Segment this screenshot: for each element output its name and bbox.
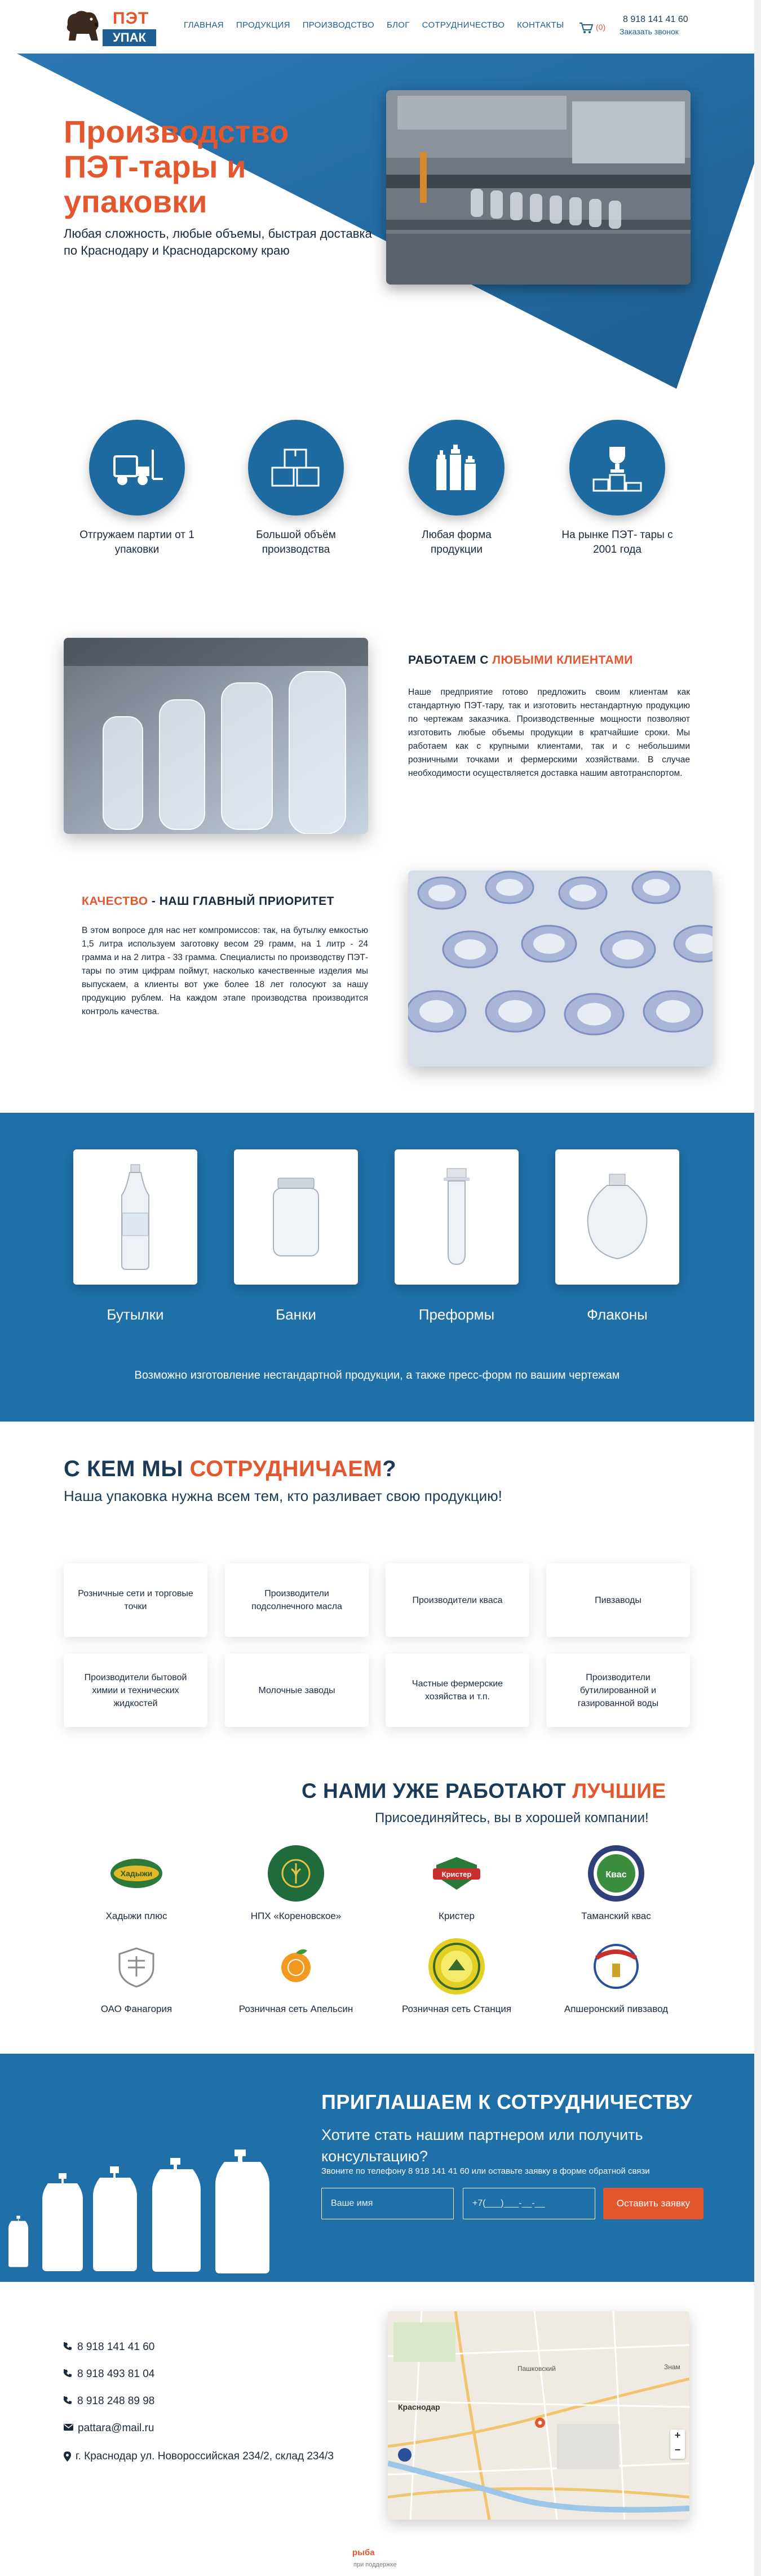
name-input[interactable] (321, 2188, 454, 2219)
partner-type-card: Розничные сети и торговые точки (64, 1564, 207, 1637)
brand-fanagoria (60, 1938, 213, 2015)
map-zoom-controls[interactable] (670, 2430, 685, 2459)
product-preforms[interactable] (395, 1149, 519, 1323)
cta-section (0, 2054, 754, 2282)
cart-icon (579, 21, 594, 34)
contact-phone-2[interactable] (64, 2367, 154, 2382)
brand-hadyzhi (60, 1845, 213, 1922)
quality-title-highlight: КАЧЕСТВО (82, 895, 148, 908)
brand-name: Розничная сеть Апельсин (238, 2004, 353, 2014)
phone-icon (64, 2396, 73, 2405)
brand-logo (428, 1938, 485, 1995)
contact-phone-text: 8 918 248 89 98 (77, 2395, 155, 2407)
menu-item-production[interactable]: ПРОИЗВОДСТВО (302, 20, 374, 30)
partner-type-card: Молочные заводы (225, 1654, 369, 1727)
brands-title-plain: С НАМИ УЖЕ РАБОТАЮТ (302, 1779, 573, 1802)
brand-tamanskiy (540, 1845, 692, 1922)
phone-input[interactable] (463, 2188, 595, 2219)
brand-name: Розничная сеть Станция (401, 2004, 512, 2014)
partners-title (64, 1456, 396, 1482)
bear-logo-icon (63, 8, 101, 44)
clients-title-plain: РАБОТАЕМ С (408, 654, 493, 667)
site-logo[interactable] (63, 6, 156, 50)
cart-count: (0) (596, 23, 606, 32)
feature-volume (234, 420, 358, 557)
bottles-icon (428, 442, 485, 493)
phone-icon (64, 2369, 73, 2378)
bottles-line-photo (64, 638, 368, 834)
trophy-podium-icon (589, 442, 645, 493)
bottles-line-image (64, 638, 368, 834)
menu-item-home[interactable]: ГЛАВНАЯ (184, 20, 224, 30)
map-marker-icon (64, 2451, 71, 2462)
clients-title-highlight: ЛЮБЫМИ КЛИЕНТАМИ (492, 654, 633, 667)
feature-label: Отгружаем партии от 1 упаковки (79, 529, 194, 556)
logo-text-bottom: УПАК (103, 29, 156, 46)
product-card (555, 1149, 679, 1285)
contact-phone-1[interactable] (64, 2340, 154, 2355)
forklift-icon (109, 445, 165, 490)
partners-title-highlight: СОТРУДНИЧАЕМ (189, 1456, 383, 1481)
feature-label: На рынке ПЭТ- тары с 2001 года (561, 529, 673, 556)
partner-type-card: Производители кваса (386, 1564, 529, 1637)
feature-label: Большой объём производства (256, 529, 336, 556)
svg-text:Квас: Квас (605, 1870, 627, 1880)
product-name: Бутылки (107, 1306, 164, 1323)
feature-circle (569, 420, 665, 516)
contact-phone-text: 8 918 493 81 04 (77, 2368, 155, 2380)
footer-badge-top: рыба (352, 2548, 375, 2557)
partners-title-plain: С КЕМ МЫ (64, 1456, 190, 1481)
jar-icon (268, 1175, 324, 1259)
order-call-link[interactable]: Заказать звонок (620, 27, 679, 36)
brand-logo (268, 1938, 324, 1995)
site-header (0, 0, 761, 54)
envelope-icon (64, 2423, 73, 2431)
brand-apsheronsk (540, 1938, 692, 2015)
bottle-icon (116, 1163, 155, 1271)
preform-icon (431, 1166, 482, 1268)
svg-text:Хадыжи: Хадыжи (120, 1869, 153, 1878)
product-name: Банки (276, 1306, 316, 1323)
brands-title (302, 1779, 666, 1803)
partners-title-end: ? (382, 1456, 397, 1481)
brand-name: Хадыжи плюс (105, 1911, 167, 1921)
brands-subtitle: Присоединяйтесь, вы в хорошей компании! (375, 1810, 649, 1826)
partner-type-card: Производители подсолнечного масла (225, 1564, 369, 1637)
feature-since-2001 (555, 420, 679, 557)
menu-item-blog[interactable]: БЛОГ (386, 20, 410, 30)
apsheronsk-logo-icon (591, 1941, 641, 1992)
contact-email-text: pattara@mail.ru (78, 2422, 154, 2434)
zoom-out-icon[interactable]: − (674, 2444, 681, 2455)
contact-email[interactable] (64, 2421, 154, 2436)
contact-address-text: г. Краснодар ул. Новороссийская 234/2, склад 234/3 (76, 2450, 334, 2462)
caps-photo (408, 870, 713, 1067)
hero-subtitle: Любая сложность, любые объемы, быстрая доставка по Краснодару и Краснодарскому краю (64, 226, 372, 257)
products-note: Возможно изготовление нестандартной продукции, а также пресс-форм по вашим чертежам (134, 1369, 620, 1382)
contact-address (64, 2449, 357, 2464)
contact-phone-text: 8 918 141 41 60 (77, 2341, 155, 2353)
product-flasks[interactable] (555, 1149, 679, 1323)
submit-request-button[interactable]: Оставить заявку (603, 2188, 704, 2219)
hero-title: Производство ПЭТ-тары и упаковки (64, 114, 289, 219)
brand-name: Апшеронский пивзавод (564, 2004, 669, 2014)
footer-badge-bottom: при поддержке (353, 2561, 397, 2568)
brand-name: НПХ «Кореновское» (250, 1911, 342, 1921)
products-section (0, 1113, 754, 1422)
brand-logo (588, 1845, 644, 1902)
zoom-in-icon[interactable]: + (674, 2430, 681, 2441)
product-bottles[interactable] (73, 1149, 197, 1323)
brands-title-highlight: ЛУЧШИЕ (572, 1779, 666, 1802)
bottles-silhouette-image (8, 2149, 273, 2276)
product-name: Флаконы (587, 1306, 648, 1323)
partner-type-card: Пивзаводы (546, 1564, 690, 1637)
product-name: Преформы (418, 1306, 495, 1323)
product-card (73, 1149, 197, 1285)
map-image (388, 2311, 689, 2520)
main-menu (184, 20, 564, 30)
cta-note: Звоните по телефону 8 918 141 41 60 или оставьте заявку в форме обратной связи (321, 2166, 650, 2176)
brand-logo (588, 1938, 644, 1995)
brand-logo (268, 1845, 324, 1902)
hero-production-photo (386, 90, 691, 285)
feature-circle (409, 420, 505, 516)
map-znam-label: Знам (664, 2363, 680, 2371)
production-line-image (386, 90, 691, 285)
clients-text: Наше предприятие готово предложить своим клиентам как стандартную ПЭТ-тару, так и изготовить нестандартную продукцию по чертежам заказчика. Производственные мощности позволяют изготовить любые объемы продукции в кратчайшие сроки. Мы работаем как с крупными клиентами, так и с небольшими розничными точками и фермерскими хозяйствами. В случае необходимости осуществляется доставка нашим автотранспортом. (408, 687, 690, 778)
partner-type-card: Частные фермерские хозяйства и т.п. (386, 1654, 529, 1727)
tamanskiy-logo-icon (591, 1848, 641, 1899)
brand-name: Таманский квас (581, 1911, 651, 1921)
feature-circle (89, 420, 185, 516)
krister-logo-icon (428, 1854, 485, 1893)
korenovskoe-logo-icon (279, 1857, 313, 1890)
contact-phone-3[interactable] (64, 2394, 154, 2409)
footer-badge[interactable] (352, 2546, 406, 2573)
quality-text: В этом вопросе для нас нет компромиссов: так, на бутылку емкостью 1,5 литра используем заготовку весом 29 грамм, на 1 литр - 24 грамма и на 2 литра - 33 грамма. Специалисты по производству ПЭТ-тары по этим цифрам поймут, насколько качественные изделия мы выпускаем, а клиенты вот уже более 18 лет голосуют за нашу продукцию рублем. На каждом этапе производства производится контроль качества. (82, 926, 368, 1016)
menu-item-cooperation[interactable]: СОТРУДНИЧЕСТВО (422, 20, 505, 30)
bottle-caps-image (408, 870, 713, 1067)
brand-korenovskoe (220, 1845, 372, 1922)
menu-item-products[interactable]: ПРОДУКЦИЯ (236, 20, 290, 30)
map-district-label: Пашковский (517, 2365, 556, 2373)
brand-logo (428, 1845, 485, 1902)
partner-type-card: Производители бутилированной и газированной воды (546, 1654, 690, 1727)
product-jars[interactable] (234, 1149, 358, 1323)
feature-label: Любая форма продукции (422, 529, 492, 556)
location-map[interactable] (388, 2311, 689, 2520)
phone-icon (64, 2342, 73, 2351)
clients-title (408, 654, 633, 667)
brand-name: Кристер (439, 1911, 475, 1921)
brand-logo (108, 1845, 165, 1902)
quality-title-plain: - НАШ ГЛАВНЫЙ ПРИОРИТЕТ (148, 895, 334, 908)
hadyzhi-logo-icon (108, 1854, 165, 1893)
menu-item-contacts[interactable]: КОНТАКТЫ (517, 20, 564, 30)
logo-text-top: ПЭТ (113, 9, 149, 28)
partner-type-card: Производители бытовой химии и технических жидкостей (64, 1654, 207, 1727)
brand-stanciya (380, 1938, 533, 2015)
fanagoria-logo-icon (111, 1944, 162, 1989)
cta-subtitle: Хотите стать нашим партнером или получить консультацию? (321, 2126, 643, 2165)
cta-title: ПРИГЛАШАЕМ К СОТРУДНИЧЕСТВУ (321, 2090, 693, 2113)
header-phone[interactable]: 8 918 141 41 60 (623, 15, 688, 24)
brand-krister (380, 1845, 533, 1922)
page-scrollbar[interactable] (754, 0, 761, 2576)
brand-logo (108, 1938, 165, 1995)
feature-shipping (75, 420, 199, 557)
feature-circle (248, 420, 344, 516)
hero-section (0, 54, 761, 448)
cart-button[interactable] (579, 21, 613, 34)
map-city-label: Краснодар (398, 2402, 440, 2411)
flask-icon (583, 1172, 651, 1262)
svg-text:Кристер: Кристер (441, 1870, 472, 1878)
boxes-icon (268, 445, 324, 490)
partners-subtitle: Наша упаковка нужна всем тем, кто разливает свою продукцию! (64, 1487, 502, 1504)
product-card (234, 1149, 358, 1285)
brand-name: ОАО Фанагория (100, 2004, 172, 2014)
brand-apelsin (220, 1938, 372, 2015)
feature-any-shape (395, 420, 519, 557)
product-card (395, 1149, 519, 1285)
orange-logo-icon (273, 1944, 318, 1989)
stanciya-logo-icon (431, 1941, 482, 1992)
quality-title (82, 895, 334, 908)
